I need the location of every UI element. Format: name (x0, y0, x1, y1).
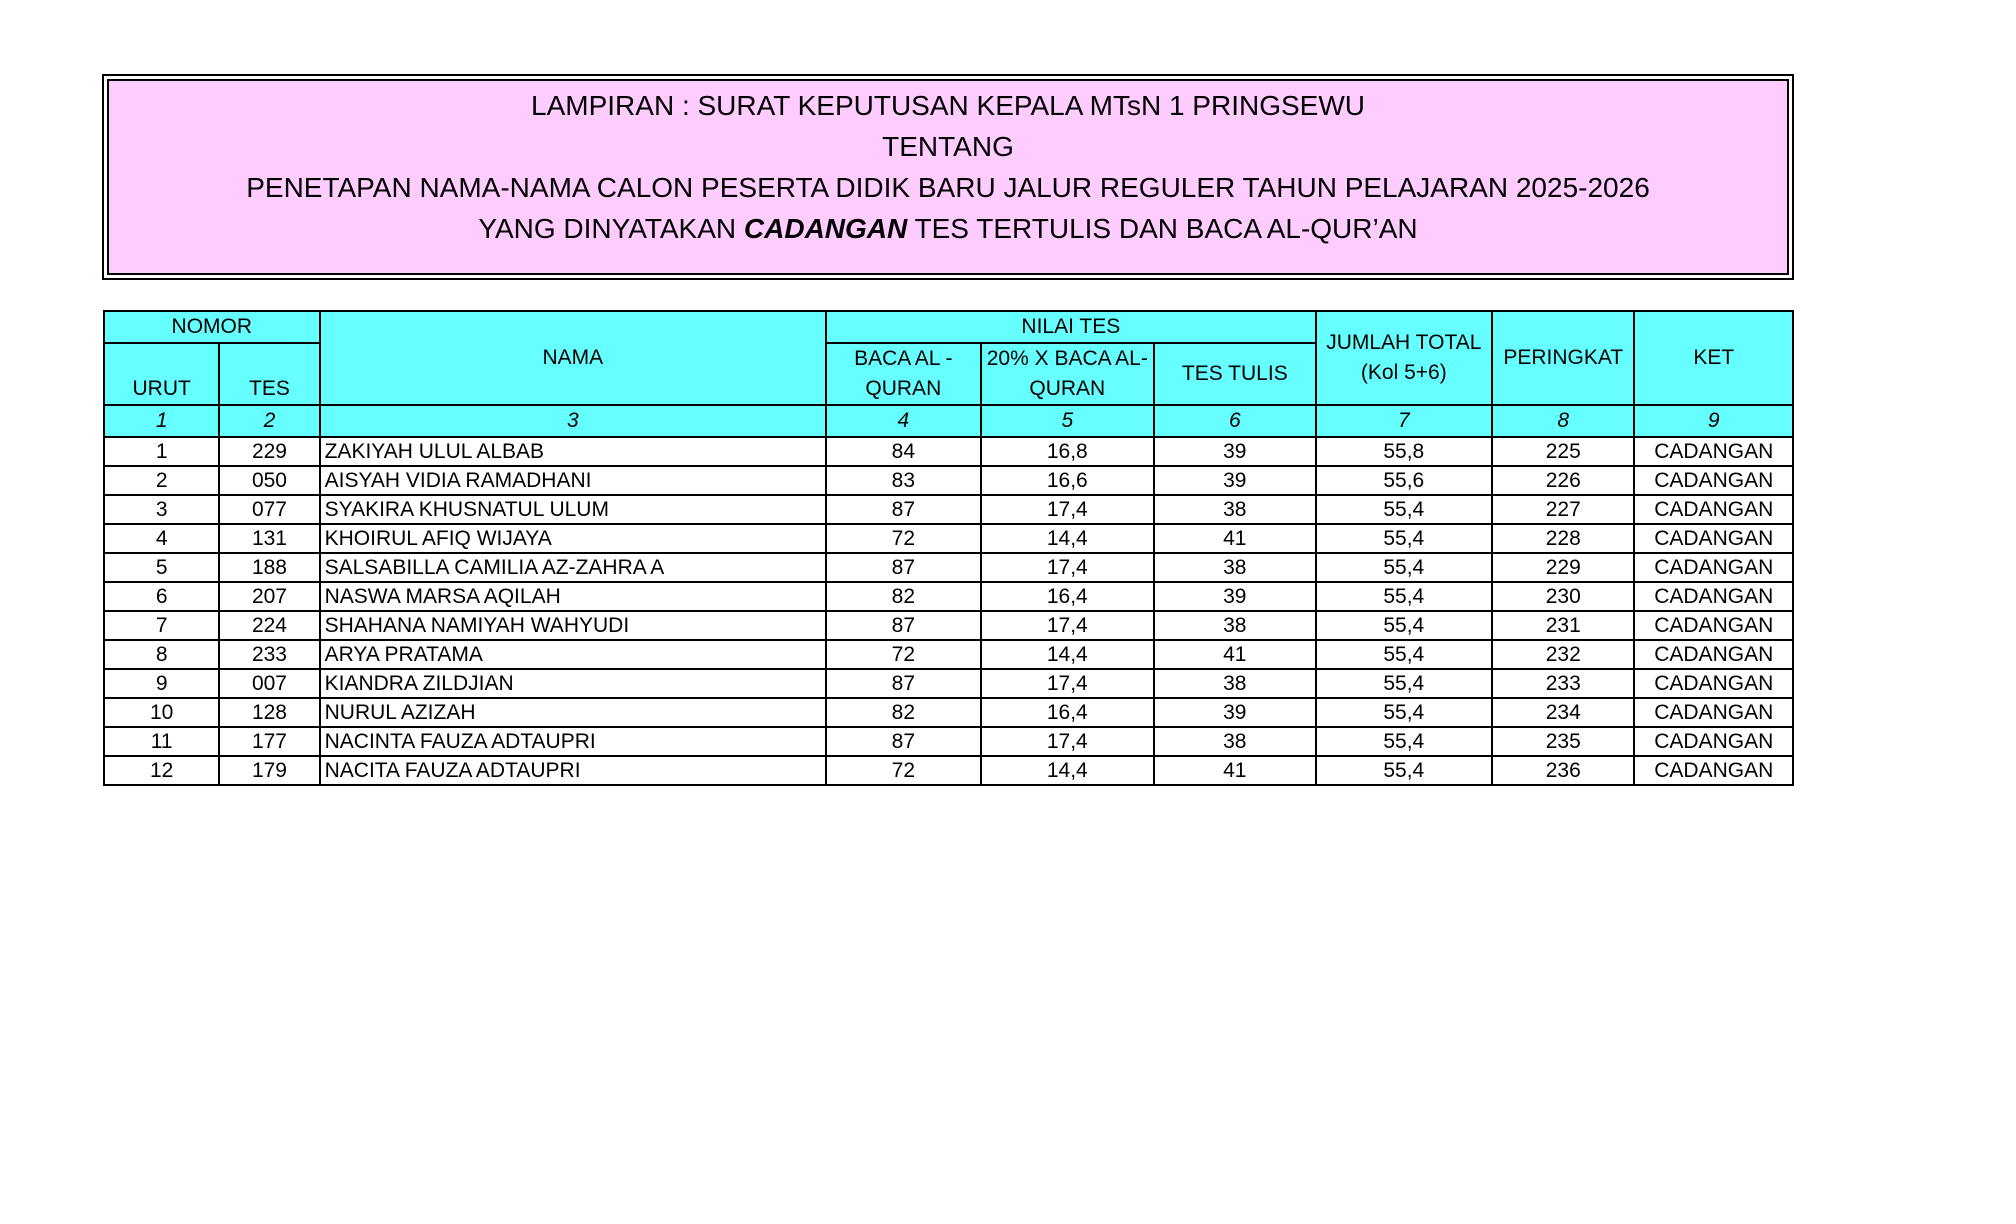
cell-tes: 224 (219, 611, 319, 640)
title-line-4-prefix: YANG DINYATAKAN (478, 213, 737, 244)
cell-tes-tulis: 41 (1154, 524, 1316, 553)
table-row (104, 582, 1793, 611)
cell-20-percent-baca: 16,4 (981, 698, 1155, 727)
cell-baca-al-quran: 83 (826, 466, 980, 495)
table-row (104, 466, 1793, 495)
cell-tes: 177 (219, 727, 319, 756)
cell-20-percent-baca: 16,6 (981, 466, 1155, 495)
column-number: 2 (219, 405, 319, 437)
cell-nama: SHAHANA NAMIYAH WAHYUDI (320, 611, 826, 640)
column-number-row (104, 405, 1793, 437)
cell-peringkat: 235 (1492, 727, 1634, 756)
cell-peringkat: 226 (1492, 466, 1634, 495)
table-row (104, 756, 1793, 785)
header-baca-line1: BACA AL - (854, 347, 953, 370)
cell-jumlah-total: 55,4 (1316, 553, 1493, 582)
cell-20-percent-baca: 17,4 (981, 553, 1155, 582)
column-number: 7 (1316, 405, 1493, 437)
cell-baca-al-quran: 87 (826, 553, 980, 582)
cell-ket: CADANGAN (1634, 611, 1793, 640)
cell-20-percent-baca: 17,4 (981, 495, 1155, 524)
table-row (104, 553, 1793, 582)
cell-nama: SALSABILLA CAMILIA AZ-ZAHRA A (320, 553, 826, 582)
cell-urut: 8 (104, 640, 219, 669)
table-header (104, 311, 1793, 437)
cell-baca-al-quran: 84 (826, 437, 980, 466)
table-row (104, 611, 1793, 640)
column-number: 6 (1154, 405, 1316, 437)
cell-jumlah-total: 55,4 (1316, 756, 1493, 785)
cell-nama: AISYAH VIDIA RAMADHANI (320, 466, 826, 495)
cell-urut: 12 (104, 756, 219, 785)
table-row (104, 524, 1793, 553)
document-title-panel (107, 79, 1789, 275)
cell-jumlah-total: 55,4 (1316, 698, 1493, 727)
cell-jumlah-total: 55,4 (1316, 582, 1493, 611)
cell-jumlah-total: 55,4 (1316, 640, 1493, 669)
table-row (104, 437, 1793, 466)
header-20-percent-baca (981, 343, 1155, 405)
header-tes: TES (219, 343, 319, 405)
column-number: 1 (104, 405, 219, 437)
cell-urut: 6 (104, 582, 219, 611)
cell-tes-tulis: 38 (1154, 611, 1316, 640)
cell-nama: NACITA FAUZA ADTAUPRI (320, 756, 826, 785)
cell-jumlah-total: 55,6 (1316, 466, 1493, 495)
cell-tes-tulis: 38 (1154, 727, 1316, 756)
cell-tes-tulis: 41 (1154, 756, 1316, 785)
results-table (103, 310, 1794, 786)
cell-ket: CADANGAN (1634, 582, 1793, 611)
cell-20-percent-baca: 17,4 (981, 611, 1155, 640)
header-jumlah-line2: (Kol 5+6) (1360, 361, 1447, 384)
cell-20-percent-baca: 17,4 (981, 669, 1155, 698)
cell-nama: SYAKIRA KHUSNATUL ULUM (320, 495, 826, 524)
cell-peringkat: 232 (1492, 640, 1634, 669)
cell-nama: KIANDRA ZILDJIAN (320, 669, 826, 698)
header-persen-line2: QURAN (1029, 377, 1106, 400)
cell-tes-tulis: 38 (1154, 669, 1316, 698)
title-line-4-suffix: TES TERTULIS DAN BACA AL-QUR’AN (914, 213, 1418, 244)
cell-urut: 4 (104, 524, 219, 553)
cell-jumlah-total: 55,4 (1316, 669, 1493, 698)
cell-tes: 179 (219, 756, 319, 785)
header-nilai-tes: NILAI TES (826, 311, 1315, 343)
cell-ket: CADANGAN (1634, 756, 1793, 785)
header-nomor: NOMOR (104, 311, 320, 343)
cell-nama: ZAKIYAH ULUL ALBAB (320, 437, 826, 466)
cell-urut: 9 (104, 669, 219, 698)
header-ket: KET (1634, 311, 1793, 405)
cell-tes-tulis: 39 (1154, 698, 1316, 727)
cell-20-percent-baca: 17,4 (981, 727, 1155, 756)
cell-tes: 131 (219, 524, 319, 553)
cell-tes: 207 (219, 582, 319, 611)
cell-tes: 233 (219, 640, 319, 669)
cell-ket: CADANGAN (1634, 524, 1793, 553)
cell-nama: ARYA PRATAMA (320, 640, 826, 669)
column-number: 8 (1492, 405, 1634, 437)
cell-20-percent-baca: 14,4 (981, 640, 1155, 669)
cell-peringkat: 229 (1492, 553, 1634, 582)
cell-ket: CADANGAN (1634, 495, 1793, 524)
cell-tes: 128 (219, 698, 319, 727)
cell-urut: 11 (104, 727, 219, 756)
cell-nama: NACINTA FAUZA ADTAUPRI (320, 727, 826, 756)
cell-tes: 007 (219, 669, 319, 698)
column-number: 4 (826, 405, 980, 437)
cell-baca-al-quran: 72 (826, 756, 980, 785)
cell-baca-al-quran: 87 (826, 611, 980, 640)
cell-jumlah-total: 55,4 (1316, 727, 1493, 756)
table-row (104, 727, 1793, 756)
header-tes-tulis: TES TULIS (1154, 343, 1316, 405)
title-line-1: LAMPIRAN : SURAT KEPUTUSAN KEPALA MTsN 1 PRINGSEWU (531, 90, 1365, 121)
cell-jumlah-total: 55,4 (1316, 524, 1493, 553)
cell-peringkat: 236 (1492, 756, 1634, 785)
column-number: 9 (1634, 405, 1793, 437)
column-number: 3 (320, 405, 826, 437)
cell-nama: NASWA MARSA AQILAH (320, 582, 826, 611)
cell-urut: 1 (104, 437, 219, 466)
header-jumlah-total (1316, 311, 1493, 405)
cell-20-percent-baca: 14,4 (981, 524, 1155, 553)
cell-urut: 5 (104, 553, 219, 582)
cell-20-percent-baca: 14,4 (981, 756, 1155, 785)
cell-peringkat: 227 (1492, 495, 1634, 524)
cell-jumlah-total: 55,4 (1316, 495, 1493, 524)
title-line-2: TENTANG (882, 131, 1014, 162)
cell-peringkat: 234 (1492, 698, 1634, 727)
cell-nama: KHOIRUL AFIQ WIJAYA (320, 524, 826, 553)
cell-ket: CADANGAN (1634, 669, 1793, 698)
cell-tes: 229 (219, 437, 319, 466)
table-row (104, 640, 1793, 669)
cell-tes: 077 (219, 495, 319, 524)
document-title-box (102, 74, 1794, 280)
cell-urut: 2 (104, 466, 219, 495)
cell-baca-al-quran: 82 (826, 698, 980, 727)
cell-baca-al-quran: 72 (826, 524, 980, 553)
header-peringkat: PERINGKAT (1492, 311, 1634, 405)
cell-peringkat: 228 (1492, 524, 1634, 553)
header-baca-line2: QURAN (865, 377, 942, 400)
title-line-4-emphasis: CADANGAN (743, 213, 908, 244)
header-urut: URUT (104, 343, 219, 405)
cell-20-percent-baca: 16,8 (981, 437, 1155, 466)
header-persen-line1: 20% X BACA AL- (986, 347, 1148, 370)
cell-urut: 3 (104, 495, 219, 524)
cell-baca-al-quran: 87 (826, 669, 980, 698)
cell-ket: CADANGAN (1634, 466, 1793, 495)
header-jumlah-line1: JUMLAH TOTAL (1326, 331, 1482, 354)
header-baca-al-quran (826, 343, 980, 405)
cell-peringkat: 230 (1492, 582, 1634, 611)
table-row (104, 698, 1793, 727)
table-body (104, 437, 1793, 785)
column-number: 5 (981, 405, 1155, 437)
cell-tes: 050 (219, 466, 319, 495)
header-nama: NAMA (320, 311, 826, 405)
cell-jumlah-total: 55,8 (1316, 437, 1493, 466)
cell-ket: CADANGAN (1634, 553, 1793, 582)
cell-ket: CADANGAN (1634, 727, 1793, 756)
table-row (104, 669, 1793, 698)
cell-ket: CADANGAN (1634, 437, 1793, 466)
cell-peringkat: 231 (1492, 611, 1634, 640)
cell-baca-al-quran: 87 (826, 495, 980, 524)
cell-tes-tulis: 39 (1154, 582, 1316, 611)
cell-urut: 10 (104, 698, 219, 727)
cell-ket: CADANGAN (1634, 698, 1793, 727)
cell-baca-al-quran: 72 (826, 640, 980, 669)
table-row (104, 495, 1793, 524)
title-line-3: PENETAPAN NAMA-NAMA CALON PESERTA DIDIK BARU JALUR REGULER TAHUN PELAJARAN 2025-2026 (246, 172, 1650, 203)
cell-tes-tulis: 41 (1154, 640, 1316, 669)
cell-urut: 7 (104, 611, 219, 640)
cell-20-percent-baca: 16,4 (981, 582, 1155, 611)
cell-ket: CADANGAN (1634, 640, 1793, 669)
cell-tes-tulis: 39 (1154, 466, 1316, 495)
cell-peringkat: 225 (1492, 437, 1634, 466)
cell-tes-tulis: 39 (1154, 437, 1316, 466)
title-line-4 (109, 208, 1787, 249)
cell-nama: NURUL AZIZAH (320, 698, 826, 727)
cell-tes-tulis: 38 (1154, 553, 1316, 582)
cell-baca-al-quran: 87 (826, 727, 980, 756)
cell-tes: 188 (219, 553, 319, 582)
cell-baca-al-quran: 82 (826, 582, 980, 611)
cell-peringkat: 233 (1492, 669, 1634, 698)
cell-tes-tulis: 38 (1154, 495, 1316, 524)
cell-jumlah-total: 55,4 (1316, 611, 1493, 640)
